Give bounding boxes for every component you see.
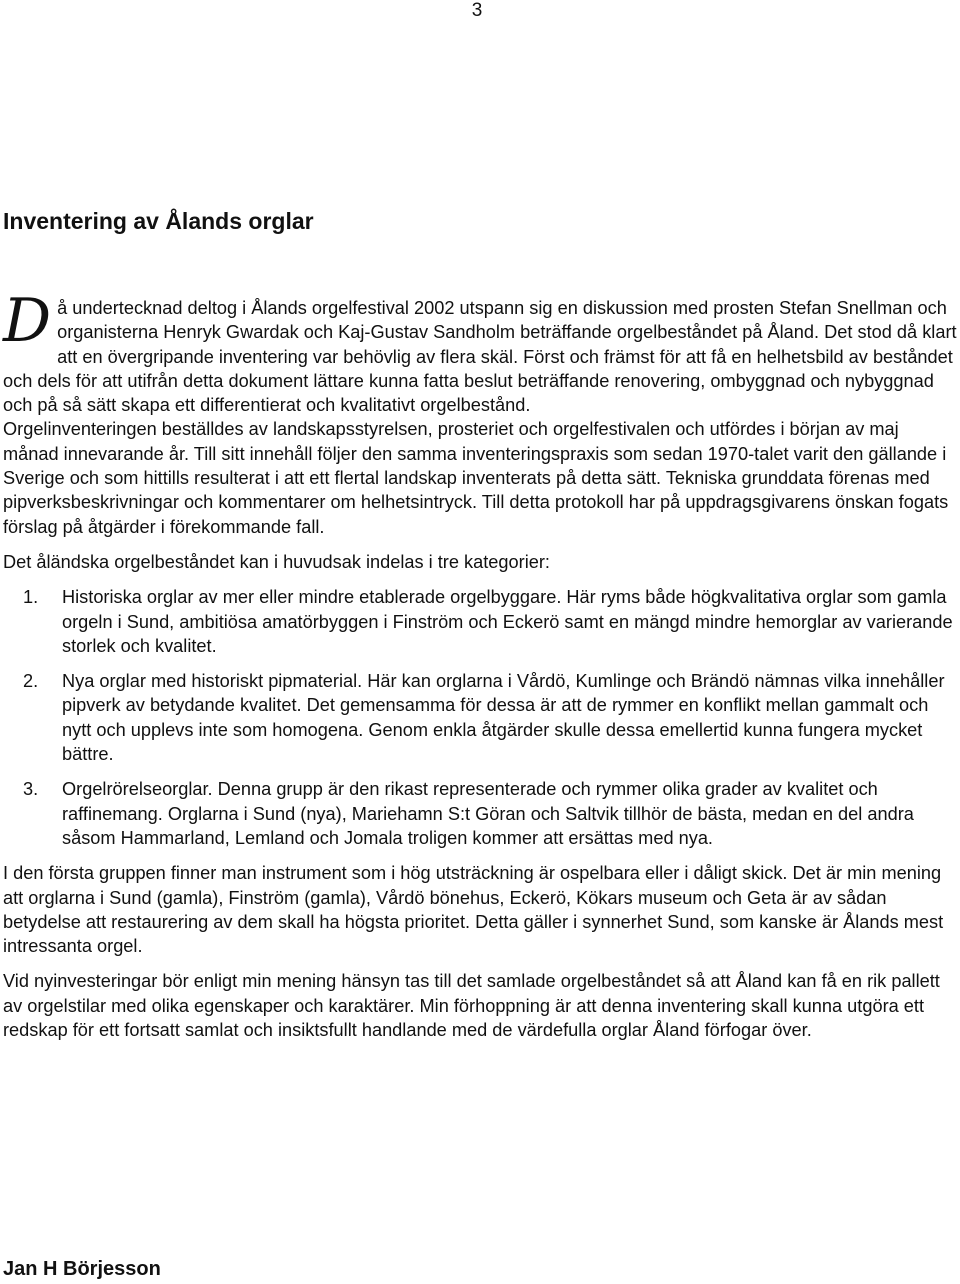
page-title: Inventering av Ålands orglar (3, 208, 314, 234)
list-item (3, 777, 958, 850)
category-list (3, 585, 958, 850)
list-item-number: 3. (23, 779, 39, 800)
list-item (3, 669, 958, 766)
author-signature: Jan H Börjesson (3, 1258, 161, 1280)
intro-text: å undertecknad deltog i Ålands orgelfestival 2002 utspann sig en diskussion med prosten Stefan Snellman och organisterna Henryk Gwardak och Kaj-Gustav Sandholm beträffande orgelbeståndet på Åland. Det stod då klart att en övergripande inventering var behövlig av flera skäl. Först och främst för att få en helhetsbild av beståndet och dels för att utifrån detta dokument lättare kunna fatta beslut beträffande renovering, ombyggnad och nybyggnad och på så sätt skapa ett differentierat och kvalitativt orgelbestånd. (3, 298, 957, 416)
page-number: 3 (471, 0, 483, 21)
list-item (3, 585, 958, 658)
list-item-number: 2. (23, 671, 39, 692)
commission-paragraph: Orgelinventeringen beställdes av landskapsstyrelsen, prosteriet och orgelfestivalen och utfördes i början av maj månad innevarande år. Till sitt innehåll följer den samma inventeringspraxis som sedan 1970-talet varit den gällande i Sverige och som hittills resulterat i att ett flertal landskap inventerats på detta sätt. Tekniska grunddata förenas med pipverksbeskrivningar och kommentarer om helhetsintryck. Till detta protokoll har på uppdragsgivarens önskan fogats förslag på åtgärder i förekommande fall. (3, 419, 949, 537)
drop-cap: D (3, 286, 52, 356)
categories-intro: Det åländska orgelbeståndet kan i huvudsak indelas i tre kategorier: (3, 551, 550, 572)
list-item-text: Orgelrörelseorglar. Denna grupp är den rikast representerade och rymmer olika grader av kvalitet och raffinemang. Orglarna i Sund (nya), Mariehamn S:t Göran och Saltvik tillhör de bästa, medan en del andra såsom Hammarland, Lemland och Jomala troligen kommer att ersättas med nya. (62, 779, 914, 848)
list-item-number: 1. (23, 587, 39, 608)
intro-paragraph (3, 286, 958, 417)
priority-paragraph: I den första gruppen finner man instrument som i hög utsträckning är ospelbara eller i dåligt skick. Det är min mening att orglarna i Sund (gamla), Finström (gamla), Vårdö bönehus, Eckerö, Kökars museum och Geta är av sådan betydelse att restaurering av dem skall ha högsta prioritet. Detta gäller i synnerhet Sund, som kanske är Ålands mest intressanta orgel. (3, 863, 944, 957)
list-item-text: Historiska orglar av mer eller mindre etablerade orgelbyggare. Här ryms både högkvalitativa orglar som gamla orgeln i Sund, ambitiösa amatörbyggen i Finström och Eckerö samt en mängd mindre hemorglar av varierande storlek och kvalitet. (62, 587, 953, 656)
closing-paragraph: Vid nyinvesteringar bör enligt min mening hänsyn tas till det samlade orgelbeståndet så att Åland kan få en rik pallett av orgelstilar med olika egenskaper och karaktärer. Min förhoppning är att denna inventering skall kunna utgöra ett redskap för ett fortsatt samlat och insiktsfullt handlande med de värdefulla orglar Åland förfogar över. (3, 971, 940, 1041)
document-body (3, 286, 958, 1053)
list-item-text: Nya orglar med historiskt pipmaterial. Här kan orglarna i Vårdö, Kumlinge och Brändö nämnas vilka innehåller pipverk av betydande kvalitet. Det gemensamma för dessa är att de rymmer en konflikt mellan gammalt och nytt och upplevs inte som homogena. Genom enkla åtgärder skulle dessa emellertid kunna fungera mycket bättre. (62, 671, 945, 765)
